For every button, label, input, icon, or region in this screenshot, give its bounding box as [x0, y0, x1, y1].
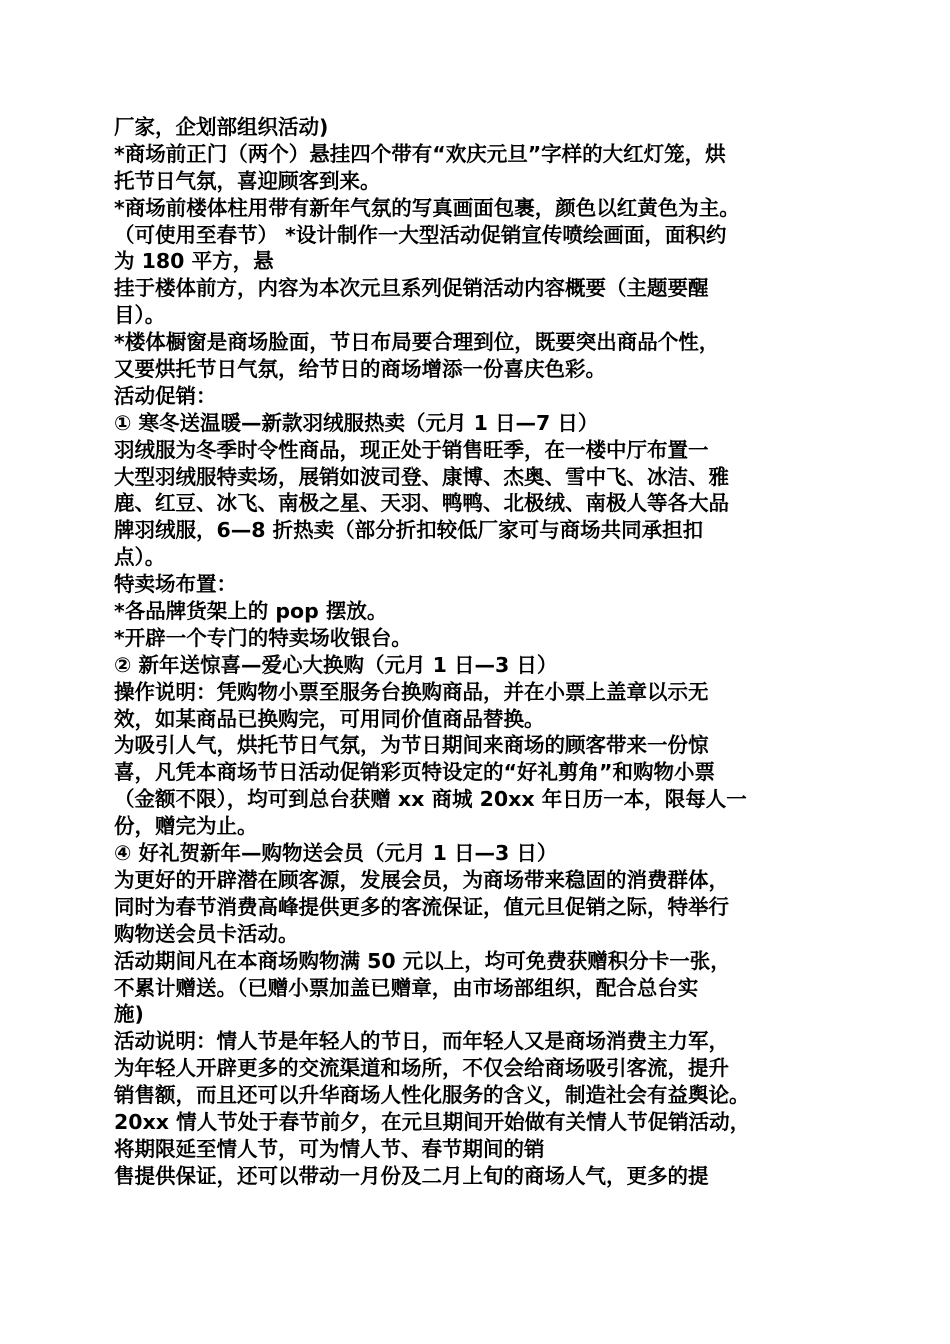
text-line: *开辟一个专门的特卖场收银台。: [114, 625, 412, 650]
text-line: 施): [114, 1002, 144, 1027]
text-line: ④ 好礼贺新年—购物送会员（元月 1 日—3 日）: [114, 841, 558, 866]
text-line: 厂家，企划部组织活动): [114, 115, 329, 139]
text-line: 目）。: [114, 303, 166, 328]
text-line: 购物送会员卡活动。: [114, 921, 299, 946]
text-line: *楼体橱窗是商场脸面，节日布局要合理到位，既要突出商品个性，: [114, 330, 720, 355]
text-line: 为更好的开辟潜在顾客源，发展会员，为商场带来稳固的消费群体，: [114, 867, 729, 892]
text-line: 售提供保证，还可以带动一月份及二月上旬的商场人气，更多的提: [114, 1163, 709, 1188]
text-line: 点）。: [114, 545, 166, 570]
text-line: 又要烘托节日气氛，给节日的商场增添一份喜庆色彩。: [114, 357, 606, 382]
text-line: 不累计赠送。（已赠小票加盖已赠章，由市场部组织，配合总台实: [114, 975, 699, 1000]
text-line: 份，赠完为止。: [114, 814, 258, 839]
text-line: 托节日气氛，喜迎顾客到来。: [114, 168, 381, 193]
text-line: 20xx 情人节处于春节前夕，在元旦期间开始做有关情人节促销活动，: [114, 1109, 751, 1134]
text-line: *各品牌货架上的 pop 摆放。: [114, 599, 388, 624]
text-line: 销售额，而且还可以升华商场人性化服务的含义，制造社会有益舆论。: [114, 1083, 750, 1108]
text-line: ① 寒冬送温暖—新款羽绒服热卖（元月 1 日—7 日）: [114, 410, 599, 435]
text-line: 效，如某商品已换购完，可用同价值商品替换。: [114, 706, 545, 731]
text-line: 活动说明：情人节是年轻人的节日，而年轻人又是商场消费主力军，: [114, 1029, 729, 1054]
text-line: 牌羽绒服，6—8 折热卖（部分折扣较低厂家可与商场共同承担扣: [114, 518, 704, 543]
text-line: 羽绒服为冬季时令性商品，现正处于销售旺季，在一楼中厅布置一: [114, 437, 709, 462]
text-line: 活动促销：: [114, 383, 217, 408]
text-line: 为 180 平方，悬: [114, 249, 274, 274]
text-line: *商场前正门（两个）悬挂四个带有“欢庆元旦”字样的大红灯笼，烘: [114, 141, 726, 166]
document-body: [114, 114, 840, 1190]
text-line: 为吸引人气，烘托节日气氛，为节日期间来商场的顾客带来一份惊: [114, 733, 709, 758]
text-line: 特卖场布置：: [114, 572, 237, 597]
text-line: 活动期间凡在本商场购物满 50 元以上，均可免费获赠积分卡一张，: [114, 948, 731, 973]
text-line: 大型羽绒服特卖场，展销如波司登、康博、杰奥、雪中飞、冰洁、雅: [114, 464, 729, 489]
text-line: ② 新年送惊喜—爱心大换购（元月 1 日—3 日）: [114, 652, 558, 677]
text-line: 挂于楼体前方，内容为本次元旦系列促销活动内容概要（主题要醒: [114, 276, 709, 301]
text-line: 操作说明：凭购物小票至服务台换购商品，并在小票上盖章以示无: [114, 679, 709, 704]
text-line: *商场前楼体柱用带有新年气氛的写真画面包裹，颜色以红黄色为主。: [114, 195, 740, 220]
text-line: 为年轻人开辟更多的交流渠道和场所，不仅会给商场吸引客流，提升: [114, 1056, 729, 1081]
text-line: 喜，凡凭本商场节日活动促销彩页特设定的“好礼剪角”和购物小票: [114, 760, 715, 785]
text-line: 同时为春节消费高峰提供更多的客流保证，值元旦促销之际，特举行: [114, 894, 729, 919]
text-line: （金额不限），均可到总台获赠 xx 商城 20xx 年日历一本，限每人一: [114, 787, 747, 812]
text-line: 将期限延至情人节，可为情人节、春节期间的销: [114, 1136, 545, 1161]
text-line: （可使用至春节） *设计制作一大型活动促销宣传喷绘画面，面积约: [114, 222, 727, 247]
text-line: 鹿、红豆、冰飞、南极之星、天羽、鸭鸭、北极绒、南极人等各大品: [114, 491, 729, 516]
